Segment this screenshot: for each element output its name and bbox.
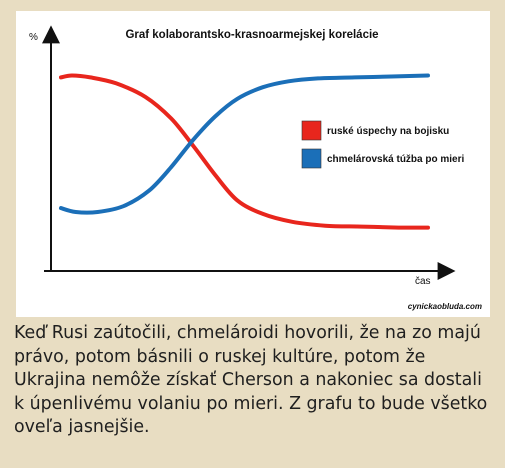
series-line-1 xyxy=(61,76,428,228)
chart-panel xyxy=(16,11,490,317)
chart-title: Graf kolaborantsko-krasnoarmejskej korelácie xyxy=(125,29,379,41)
y-axis-label: % xyxy=(29,32,38,43)
series-line-2 xyxy=(61,76,428,213)
legend-swatch-2 xyxy=(302,149,321,168)
legend-swatch-1 xyxy=(302,121,321,140)
chart xyxy=(16,11,490,317)
post-caption: Keď Rusi zaútočili, chmelároidi hovorili, že na zo majú právo, potom básnili o ruskej kultúre, potom že Ukrajina nemôže získať Cherson a nakoniec sa dostali k úpenlivému volaniu po mieri. Z grafu to bude všetko oveľa jasnejšie. xyxy=(14,323,488,438)
legend-label-1: ruské úspechy na bojisku xyxy=(327,126,450,137)
source-credit: cynickaobluda.com xyxy=(407,302,482,311)
legend xyxy=(302,121,464,168)
series-layer xyxy=(61,76,428,228)
x-axis-label: čas xyxy=(415,276,431,287)
legend-label-2: chmelárovská túžba po mieri xyxy=(327,154,465,165)
